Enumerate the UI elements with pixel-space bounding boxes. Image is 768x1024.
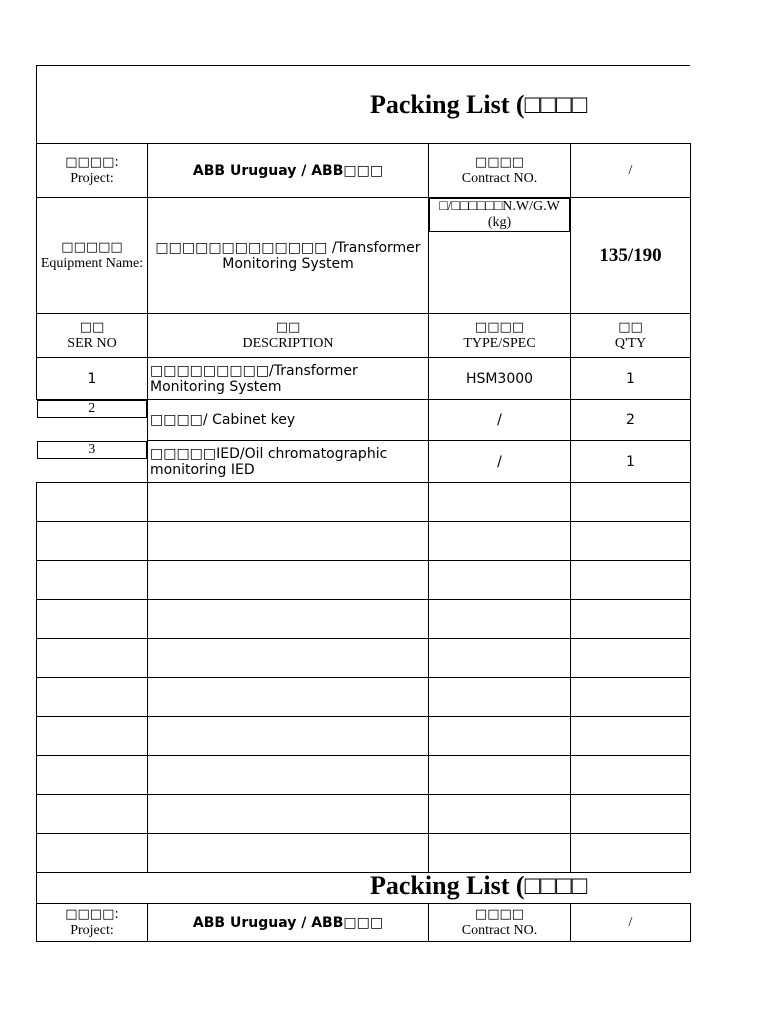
empty-row bbox=[37, 561, 691, 600]
item-description: □□□□/ Cabinet key bbox=[148, 400, 429, 441]
project-value: ABB Uruguay / ABB□□□ bbox=[148, 144, 429, 198]
empty-row bbox=[37, 600, 691, 639]
weight-value: 135/190 bbox=[571, 198, 691, 314]
column-header-description bbox=[148, 314, 429, 358]
desc-header-cn: □□ bbox=[275, 319, 301, 335]
item-description: □□□□□IED/Oil chromatographic monitoring IED bbox=[148, 441, 429, 483]
packing-list-table bbox=[36, 143, 691, 873]
contract-label-cn: □□□□ bbox=[474, 154, 525, 170]
type-header-cn: □□□□ bbox=[474, 319, 525, 335]
empty-cell bbox=[571, 483, 691, 522]
footer-project-label-cn: □□□□: bbox=[65, 906, 119, 922]
empty-cell bbox=[148, 717, 429, 756]
item-description: □□□□□□□□□/Transformer Monitoring System bbox=[148, 358, 429, 400]
column-header-row bbox=[37, 314, 691, 358]
empty-cell bbox=[429, 795, 571, 834]
empty-cell bbox=[429, 483, 571, 522]
equipment-value: □□□□□□□□□□□□□ /Transformer Monitoring System bbox=[148, 198, 429, 314]
empty-cell bbox=[429, 756, 571, 795]
empty-cell bbox=[148, 834, 429, 873]
contract-label-cell bbox=[429, 144, 571, 198]
empty-cell bbox=[148, 522, 429, 561]
empty-cell bbox=[37, 639, 148, 678]
empty-cell bbox=[148, 678, 429, 717]
footer-contract-label-cn: □□□□ bbox=[474, 906, 525, 922]
item-qty: 2 bbox=[571, 400, 691, 441]
equipment-label-cell bbox=[37, 198, 148, 314]
empty-cell bbox=[571, 756, 691, 795]
empty-cell bbox=[37, 717, 148, 756]
table-row bbox=[37, 358, 691, 400]
project-row bbox=[37, 144, 691, 198]
qty-header-en: Q'TY bbox=[614, 335, 647, 351]
empty-cell bbox=[37, 834, 148, 873]
footer-contract-label-cell bbox=[429, 904, 571, 942]
empty-cell bbox=[429, 717, 571, 756]
footer-title: Packing List (□□□□ bbox=[370, 871, 588, 900]
item-type: HSM3000 bbox=[429, 358, 571, 400]
item-qty: 1 bbox=[571, 441, 691, 483]
empty-cell bbox=[429, 561, 571, 600]
footer-table bbox=[36, 903, 691, 942]
title-row bbox=[36, 65, 690, 144]
equipment-label-cn: □□□□□ bbox=[61, 239, 123, 255]
empty-cell bbox=[37, 561, 148, 600]
table-row bbox=[37, 441, 691, 483]
empty-cell bbox=[37, 756, 148, 795]
empty-cell bbox=[37, 522, 148, 561]
empty-cell bbox=[37, 483, 148, 522]
empty-cell bbox=[571, 561, 691, 600]
project-label-cn: □□□□: bbox=[65, 154, 119, 170]
table-row bbox=[37, 400, 691, 441]
empty-cell bbox=[148, 483, 429, 522]
column-header-type bbox=[429, 314, 571, 358]
empty-cell bbox=[571, 834, 691, 873]
empty-cell bbox=[148, 756, 429, 795]
empty-cell bbox=[148, 600, 429, 639]
item-qty: 1 bbox=[571, 358, 691, 400]
equipment-row bbox=[37, 198, 691, 314]
empty-cell bbox=[37, 795, 148, 834]
column-header-qty bbox=[571, 314, 691, 358]
empty-row bbox=[37, 483, 691, 522]
weight-label: □/□□□□□□N.W/G.W (kg) bbox=[429, 198, 570, 232]
empty-cell bbox=[148, 561, 429, 600]
empty-row bbox=[37, 756, 691, 795]
qty-header-cn: □□ bbox=[618, 319, 643, 335]
empty-cell bbox=[429, 639, 571, 678]
empty-row bbox=[37, 717, 691, 756]
contract-label-en: Contract NO. bbox=[461, 170, 538, 186]
empty-cell bbox=[571, 639, 691, 678]
empty-cell bbox=[429, 600, 571, 639]
ser-header-en: SER NO bbox=[67, 335, 117, 351]
empty-cell bbox=[571, 678, 691, 717]
footer-project-row bbox=[37, 904, 691, 942]
item-ser: 2 bbox=[37, 400, 148, 418]
empty-row bbox=[37, 678, 691, 717]
empty-cell bbox=[429, 678, 571, 717]
desc-header-en: DESCRIPTION bbox=[242, 335, 334, 351]
project-label-en: Project: bbox=[70, 170, 114, 186]
footer-project-label-en: Project: bbox=[70, 922, 114, 938]
empty-cell bbox=[37, 600, 148, 639]
page-title: Packing List (□□□□ bbox=[370, 90, 588, 119]
contract-value: / bbox=[571, 144, 691, 198]
ser-header-cn: □□ bbox=[79, 319, 105, 335]
type-header-en: TYPE/SPEC bbox=[463, 335, 536, 351]
item-ser: 1 bbox=[37, 358, 148, 400]
empty-cell bbox=[571, 717, 691, 756]
item-ser: 3 bbox=[37, 441, 148, 459]
empty-row bbox=[37, 834, 691, 873]
empty-cell bbox=[429, 522, 571, 561]
empty-row bbox=[37, 522, 691, 561]
empty-cell bbox=[571, 522, 691, 561]
footer-project-label-cell bbox=[37, 904, 148, 942]
empty-cell bbox=[571, 600, 691, 639]
footer-contract-value: / bbox=[571, 904, 691, 942]
footer-project-value: ABB Uruguay / ABB□□□ bbox=[148, 904, 429, 942]
item-type: / bbox=[429, 400, 571, 441]
footer-contract-label-en: Contract NO. bbox=[461, 922, 538, 938]
column-header-ser bbox=[37, 314, 148, 358]
empty-cell bbox=[429, 834, 571, 873]
empty-cell bbox=[571, 795, 691, 834]
project-label-cell bbox=[37, 144, 148, 198]
empty-row bbox=[37, 639, 691, 678]
footer-title-row bbox=[36, 870, 690, 904]
empty-cell bbox=[37, 678, 148, 717]
item-type: / bbox=[429, 441, 571, 483]
empty-cell bbox=[148, 639, 429, 678]
empty-cell bbox=[148, 795, 429, 834]
equipment-label-en: Equipment Name: bbox=[40, 255, 144, 271]
empty-row bbox=[37, 795, 691, 834]
